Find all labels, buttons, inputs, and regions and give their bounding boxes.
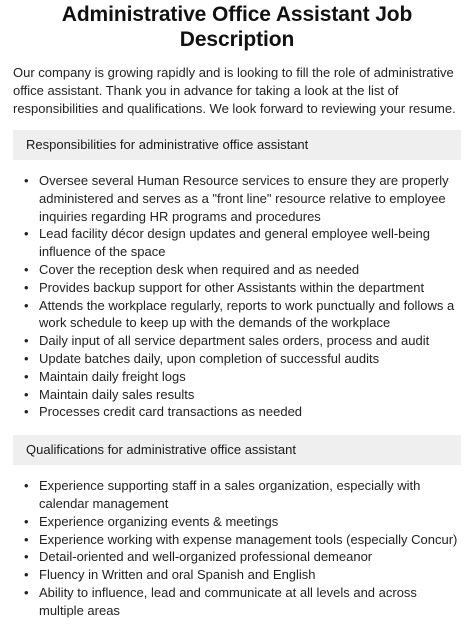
responsibilities-list xyxy=(13,172,461,421)
bullet-icon: • xyxy=(24,549,29,565)
list-item xyxy=(24,403,461,421)
list-item xyxy=(24,548,461,566)
list-item xyxy=(24,566,461,584)
bullet-icon: • xyxy=(24,333,29,349)
bullet-icon: • xyxy=(24,279,29,295)
bullet-icon: • xyxy=(24,584,29,600)
list-item-text: Processes credit card transactions as needed xyxy=(39,404,303,420)
list-item xyxy=(24,297,461,333)
list-item xyxy=(24,261,461,279)
bullet-icon: • xyxy=(24,567,29,583)
list-item-text: Oversee several Human Resource services to ensure they are properly administered and serves as a "front line" resource relative to employee inquiries regarding HR programs and procedures xyxy=(39,173,449,224)
bullet-icon: • xyxy=(24,513,29,529)
bullet-icon: • xyxy=(24,226,29,242)
list-item xyxy=(24,531,461,549)
list-item xyxy=(24,513,461,531)
list-item xyxy=(24,332,461,350)
list-item-text: Maintain daily freight logs xyxy=(39,368,186,384)
qualifications-list xyxy=(13,477,461,619)
list-item-text: Detail-oriented and well-organized professional demeanor xyxy=(39,549,373,565)
bullet-icon: • xyxy=(24,478,29,494)
list-item-text: Lead facility décor design updates and general employee well-being influence of the space xyxy=(39,226,430,260)
list-item-text: Update batches daily, upon completion of successful audits xyxy=(39,350,380,366)
page-title: Administrative Office Assistant Job Description xyxy=(61,3,413,51)
list-item xyxy=(24,225,461,261)
bullet-icon: • xyxy=(24,297,29,313)
list-item-text: Maintain daily sales results xyxy=(39,386,195,402)
bullet-icon: • xyxy=(24,261,29,277)
list-item-text: Experience supporting staff in a sales organization, especially with calendar management xyxy=(39,478,421,511)
list-item xyxy=(24,350,461,368)
bullet-icon: • xyxy=(24,173,29,188)
qualifications-heading: Qualifications for administrative office assistant xyxy=(13,435,461,465)
bullet-icon: • xyxy=(24,404,29,420)
list-item xyxy=(24,584,461,620)
list-item xyxy=(24,368,461,386)
list-item-text: Attends the workplace regularly, reports to work punctually and follows a work schedule to keep up with the demands of the workplace xyxy=(39,297,455,331)
bullet-icon: • xyxy=(24,368,29,384)
list-item-text: Cover the reception desk when required and as needed xyxy=(39,261,360,277)
responsibilities-heading: Responsibilities for administrative office assistant xyxy=(13,130,461,160)
bullet-icon: • xyxy=(24,350,29,366)
intro-paragraph: Our company is growing rapidly and is looking to fill the role of administrative office assistant. Thank you in advance for taking a look at the list of responsibilities and qualifications. We look forward to reviewing your resume. xyxy=(13,65,456,116)
list-item xyxy=(24,279,461,297)
bullet-icon: • xyxy=(24,386,29,402)
list-item-text: Provides backup support for other Assistants within the department xyxy=(39,279,425,295)
list-item xyxy=(24,386,461,404)
list-item-text: Ability to influence, lead and communicate at all levels and across multiple areas xyxy=(39,584,417,618)
list-item xyxy=(24,172,461,225)
list-item-text: Daily input of all service department sales orders, process and audit xyxy=(39,333,430,349)
list-item xyxy=(24,477,461,513)
bullet-icon: • xyxy=(24,531,29,547)
list-item-text: Fluency in Written and oral Spanish and English xyxy=(39,567,316,583)
list-item-text: Experience working with expense management tools (especially Concur) xyxy=(39,531,458,547)
list-item-text: Experience organizing events & meetings xyxy=(39,513,279,529)
